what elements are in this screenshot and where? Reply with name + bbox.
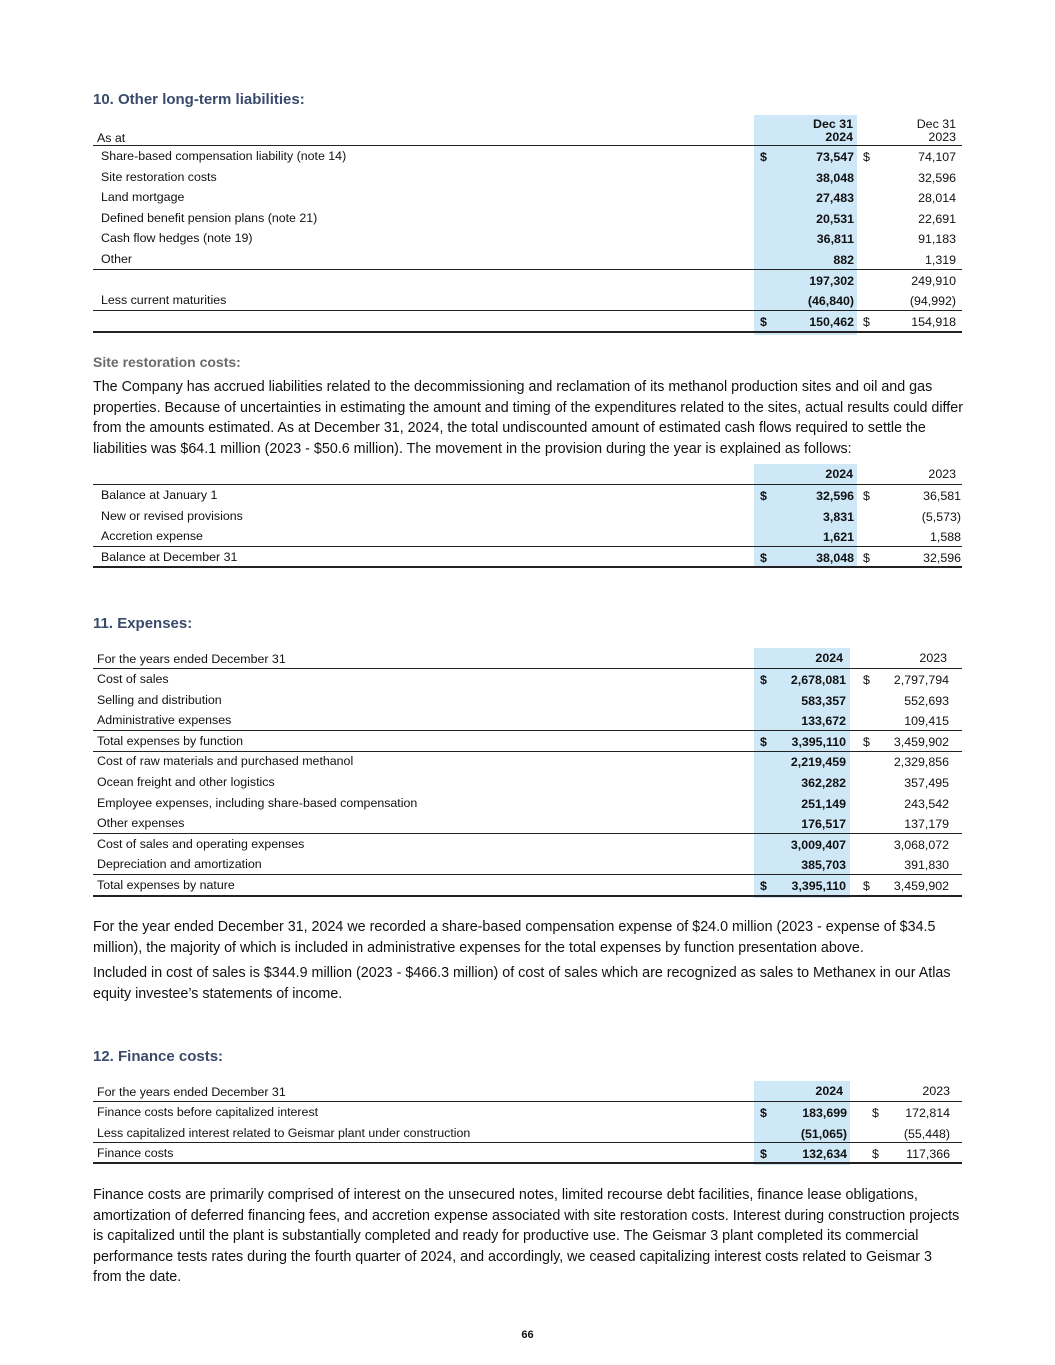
header-label: For the years ended December 31: [97, 652, 286, 666]
section-10-title: 10. Other long-term liabilities:: [93, 91, 305, 108]
row-d2: $: [863, 550, 870, 565]
row-label: Finance costs before capitalized interest: [97, 1105, 319, 1119]
finance-costs-paragraph: Finance costs are primarily comprised of interest on the unsecured notes, limited recourse debt facilities, finance lease obligations, amortization of deferred financing fees, and accretion expense associated with site restoration costs. Interest during construction projects is capitalized until the plant is substantially completed and ready for productive use. The Geismar 3 plant completed its commercial performance tests rates during the fourth quarter of 2024, and accordingly, we ceased capitalizing interest costs related to Geismar 3 from the date.: [93, 1187, 960, 1286]
table-row: [93, 834, 962, 855]
row-label: Balance at January 1: [101, 488, 218, 502]
row-v1: 183,699: [802, 1106, 847, 1120]
table-row: [93, 813, 962, 834]
row-label: Other expenses: [97, 816, 185, 831]
row-label: Cash flow hedges (note 19): [101, 231, 253, 246]
row-d1: $: [760, 673, 767, 687]
row-v2: 36,581: [923, 489, 961, 503]
row-v1: 132,634: [802, 1147, 847, 1162]
table-row: [93, 249, 962, 270]
row-v2: 172,814: [905, 1106, 950, 1120]
row-d2: $: [863, 734, 870, 749]
row-label: Selling and distribution: [97, 692, 222, 707]
row-v2: 22,691: [918, 211, 956, 226]
header-2024: 2024: [825, 467, 853, 481]
table-row: [93, 875, 962, 896]
row-label: Balance at December 31: [101, 549, 238, 564]
table-row: [93, 1123, 962, 1144]
row-label: Cost of raw materials and purchased methanol: [97, 754, 354, 769]
expenses-table: [93, 648, 962, 898]
row-label: Site restoration costs: [101, 169, 217, 184]
row-label: Share-based compensation liability (note 14): [101, 149, 347, 163]
table-row: [93, 270, 962, 291]
row-v2: 552,693: [904, 693, 949, 708]
row-label: Total expenses by function: [97, 733, 244, 748]
row-d1: $: [760, 150, 767, 164]
table-row: [93, 208, 962, 229]
row-v1: 197,302: [809, 273, 854, 288]
row-v1: 1,621: [822, 530, 854, 545]
table-row: [93, 506, 962, 527]
table-row: [93, 228, 962, 249]
row-v2: 137,179: [904, 817, 949, 832]
table-row: [93, 854, 962, 875]
row-label: Accretion expense: [101, 529, 203, 544]
section-12-title: 12. Finance costs:: [93, 1048, 224, 1065]
row-v2: 1,319: [924, 253, 956, 267]
row-v2: 32,596: [918, 170, 956, 185]
row-v1: 2,678,081: [790, 673, 846, 687]
row-v1: (46,840): [807, 294, 854, 309]
row-d1: $: [760, 489, 767, 503]
site-restoration-subtitle: Site restoration costs:: [93, 354, 241, 370]
row-label: Cost of sales: [97, 672, 169, 686]
row-v2: 117,366: [906, 1147, 950, 1162]
row-label: Depreciation and amortization: [97, 857, 262, 872]
row-v2: (55,448): [903, 1126, 950, 1141]
row-label: Less capitalized interest related to Geismar plant under construction: [97, 1125, 471, 1140]
header-2024: 2024: [815, 651, 843, 665]
row-v1: 73,547: [816, 150, 854, 164]
row-v2: 3,068,072: [893, 837, 949, 852]
header-2023: Dec 31 2023: [916, 117, 956, 144]
row-v1: 32,596: [816, 489, 854, 503]
row-v1: 27,483: [816, 191, 854, 206]
header-2023: 2023: [922, 1084, 950, 1098]
header-2023: 2023: [928, 467, 956, 481]
row-label: Cost of sales and operating expenses: [97, 836, 305, 851]
row-v1: 36,811: [816, 232, 854, 247]
row-v1: 38,048: [816, 170, 854, 185]
row-d1: $: [760, 1106, 767, 1120]
expenses-note-2: Included in cost of sales is $344.9 million (2023 - $466.3 million) of cost of sales which are recognized as sales to Methanex in our Atlas equity investee’s statements of income.: [93, 965, 951, 1002]
row-label: Land mortgage: [101, 190, 185, 205]
row-d2: $: [863, 150, 870, 164]
row-v1: 3,395,110: [791, 734, 846, 749]
table-row: [93, 1102, 962, 1123]
row-label: Employee expenses, including share-based compensation: [97, 795, 418, 810]
row-v1: 362,282: [801, 776, 846, 790]
row-label: Less current maturities: [101, 293, 227, 308]
table-row: [93, 669, 962, 690]
row-v2: 1,588: [929, 530, 961, 545]
header-2024: 2024: [815, 1084, 843, 1098]
row-v1: 150,462: [809, 314, 854, 329]
row-label: Ocean freight and other logistics: [97, 775, 275, 789]
row-d2: $: [863, 879, 870, 893]
row-v1: 3,831: [822, 509, 854, 524]
table-row: [93, 710, 962, 731]
table-row: [93, 311, 962, 332]
row-v2: 357,495: [904, 776, 949, 790]
row-label: Other: [101, 252, 132, 266]
row-v1: 20,531: [816, 211, 854, 226]
page-number: 66: [521, 1329, 534, 1341]
row-v2: 249,910: [911, 273, 956, 288]
row-label: Administrative expenses: [97, 713, 232, 728]
other-liabilities-table: [93, 115, 962, 335]
row-d1: $: [760, 550, 767, 565]
row-d2: $: [872, 1147, 879, 1162]
expenses-note-1: For the year ended December 31, 2024 we recorded a share-based compensation expense of $24.0 million (2023 - expense of $34.5 million), the majority of which is included in administrative expenses for the total expenses by function presentation above.: [93, 919, 936, 956]
row-d1: $: [760, 879, 767, 893]
row-v2: (5,573): [921, 509, 961, 524]
table-row: [93, 526, 962, 547]
row-d2: $: [863, 314, 870, 329]
row-v1: 882: [833, 253, 854, 267]
table-row: [93, 751, 962, 772]
row-label: Defined benefit pension plans (note 21): [101, 210, 318, 225]
table-row: [93, 1143, 962, 1164]
row-v2: 3,459,902: [893, 879, 949, 893]
row-v2: 243,542: [904, 796, 949, 811]
row-label: Total expenses by nature: [97, 878, 235, 892]
row-v1: 3,009,407: [790, 837, 846, 852]
row-v1: 176,517: [801, 817, 846, 832]
header-2023: 2023: [919, 651, 947, 665]
table-row: [93, 793, 962, 814]
row-d2: $: [863, 489, 870, 503]
table-row: [93, 485, 962, 506]
row-v1: (51,065): [800, 1126, 847, 1141]
row-v2: 32,596: [923, 550, 961, 565]
row-d2: $: [872, 1106, 879, 1120]
site-restoration-paragraph: The Company has accrued liabilities related to the decommissioning and reclamation of its methanol production sites and oil and gas properties. Because of uncertainties in estimating the amount and timing of the expenditures related to the sites, actual results could differ from the amounts estimated. As at December 31, 2024, the total undiscounted amount of estimated cash flows required to settle the liabilities was $64.1 million (2023 - $50.6 million). The movement in the provision during the year is explained as follows:: [93, 379, 963, 457]
table-row: [93, 167, 962, 188]
row-v1: 38,048: [816, 550, 854, 565]
row-v1: 385,703: [801, 858, 846, 873]
header-2024: Dec 31 2024: [813, 117, 853, 144]
site-restoration-table: [93, 464, 962, 568]
row-v1: 251,149: [801, 796, 846, 811]
expenses-notes: [93, 917, 963, 1009]
row-v2: 2,329,856: [893, 755, 949, 770]
row-v2: 74,107: [918, 150, 956, 164]
row-v1: 3,395,110: [791, 879, 846, 893]
row-d1: $: [760, 734, 767, 749]
row-label: New or revised provisions: [101, 508, 243, 523]
row-label: Finance costs: [97, 1146, 174, 1161]
section-11-title: 11. Expenses:: [93, 615, 193, 632]
row-v1: 2,219,459: [790, 755, 846, 770]
header-label: As at: [97, 131, 126, 145]
row-v2: 3,459,902: [893, 734, 949, 749]
table-row: [93, 731, 962, 752]
row-v2: 391,830: [904, 858, 949, 873]
row-d1: $: [760, 314, 767, 329]
table-row: [93, 290, 962, 311]
row-v1: 133,672: [801, 714, 846, 729]
row-d2: $: [863, 673, 870, 687]
row-v1: 583,357: [801, 693, 846, 708]
finance-costs-table: [93, 1081, 962, 1165]
table-row: [93, 690, 962, 711]
table-row: [93, 146, 962, 167]
row-v2: 2,797,794: [893, 673, 949, 687]
table-row: [93, 547, 962, 568]
row-v2: (94,992): [909, 294, 956, 309]
row-v2: 91,183: [918, 232, 956, 247]
header-label: For the years ended December 31: [97, 1085, 286, 1099]
row-d1: $: [760, 1147, 767, 1162]
table-row: [93, 772, 962, 793]
row-v2: 28,014: [918, 191, 956, 206]
row-v2: 109,415: [904, 714, 949, 729]
table-row: [93, 187, 962, 208]
row-v2: 154,918: [911, 314, 956, 329]
